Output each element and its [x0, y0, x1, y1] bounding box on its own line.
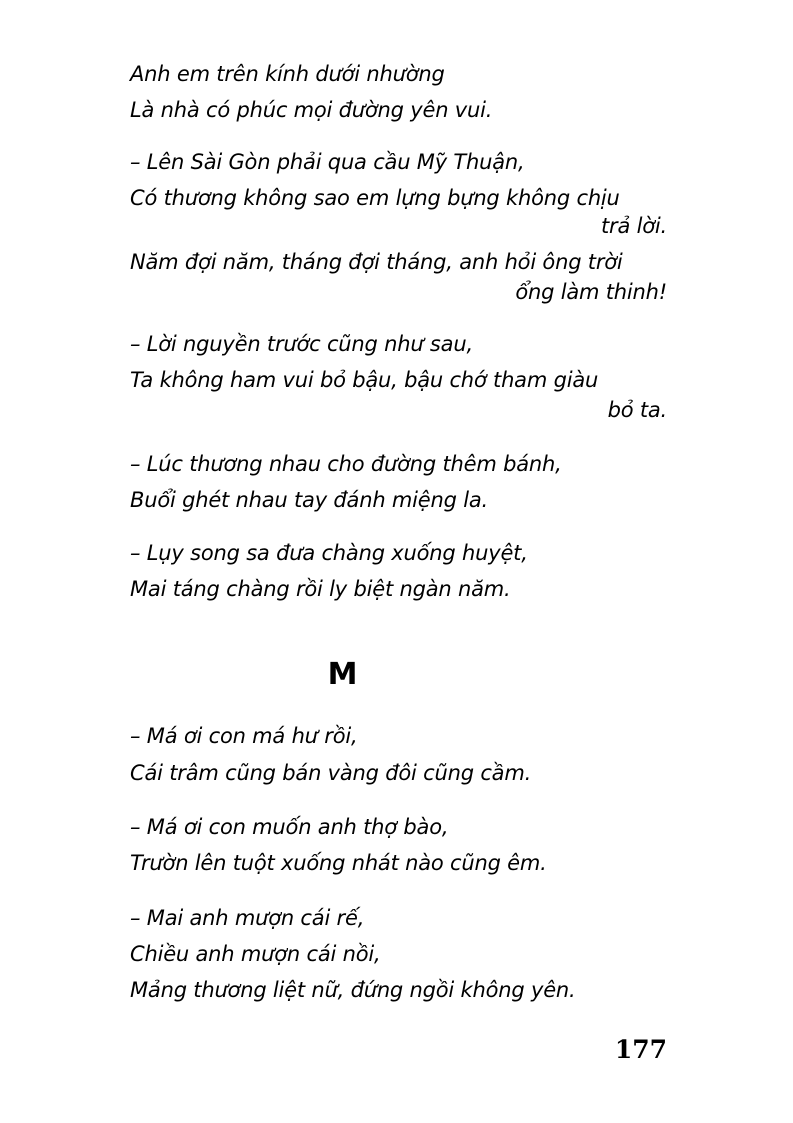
verse-line: Là nhà có phúc mọi đường yên vui.	[130, 98, 493, 122]
verse-line: – Má ơi con má hư rồi,	[130, 724, 358, 748]
verse-line: Cái trâm cũng bán vàng đôi cũng cầm.	[130, 761, 532, 785]
verse-line: Trườn lên tuột xuống nhát nào cũng êm.	[130, 851, 547, 875]
verse-line-continuation: ổng làm thinh!	[515, 280, 667, 304]
verse-line: Có thương không sao em lựng bựng không chịu	[130, 186, 620, 210]
verse-line: – Lúc thương nhau cho đường thêm bánh,	[130, 452, 562, 476]
verse-line: Mảng thương liệt nữ, đứng ngồi không yên.	[130, 978, 576, 1002]
verse-line: – Má ơi con muốn anh thợ bào,	[130, 815, 449, 839]
verse-line: Năm đợi năm, tháng đợi tháng, anh hỏi ông trời	[130, 250, 623, 274]
verse-line: Mai táng chàng rồi ly biệt ngàn năm.	[130, 577, 511, 601]
verse-line: Buổi ghét nhau tay đánh miệng la.	[130, 488, 489, 512]
verse-line: Chiều anh mượn cái nồi,	[130, 942, 381, 966]
verse-line: – Lụy song sa đưa chàng xuống huyệt,	[130, 541, 528, 565]
verse-line: – Lên Sài Gòn phải qua cầu Mỹ Thuận,	[130, 150, 525, 174]
verse-line: – Mai anh mượn cái rế,	[130, 906, 365, 930]
verse-line: – Lời nguyền trước cũng như sau,	[130, 332, 473, 356]
verse-line: Anh em trên kính dưới nhường	[130, 62, 445, 86]
verse-line-continuation: bỏ ta.	[607, 398, 667, 422]
section-heading: M	[327, 657, 358, 692]
verse-line-continuation: trả lời.	[600, 214, 667, 238]
verse-line: Ta không ham vui bỏ bậu, bậu chớ tham giàu	[130, 368, 599, 392]
page-number: 177	[614, 1035, 667, 1064]
